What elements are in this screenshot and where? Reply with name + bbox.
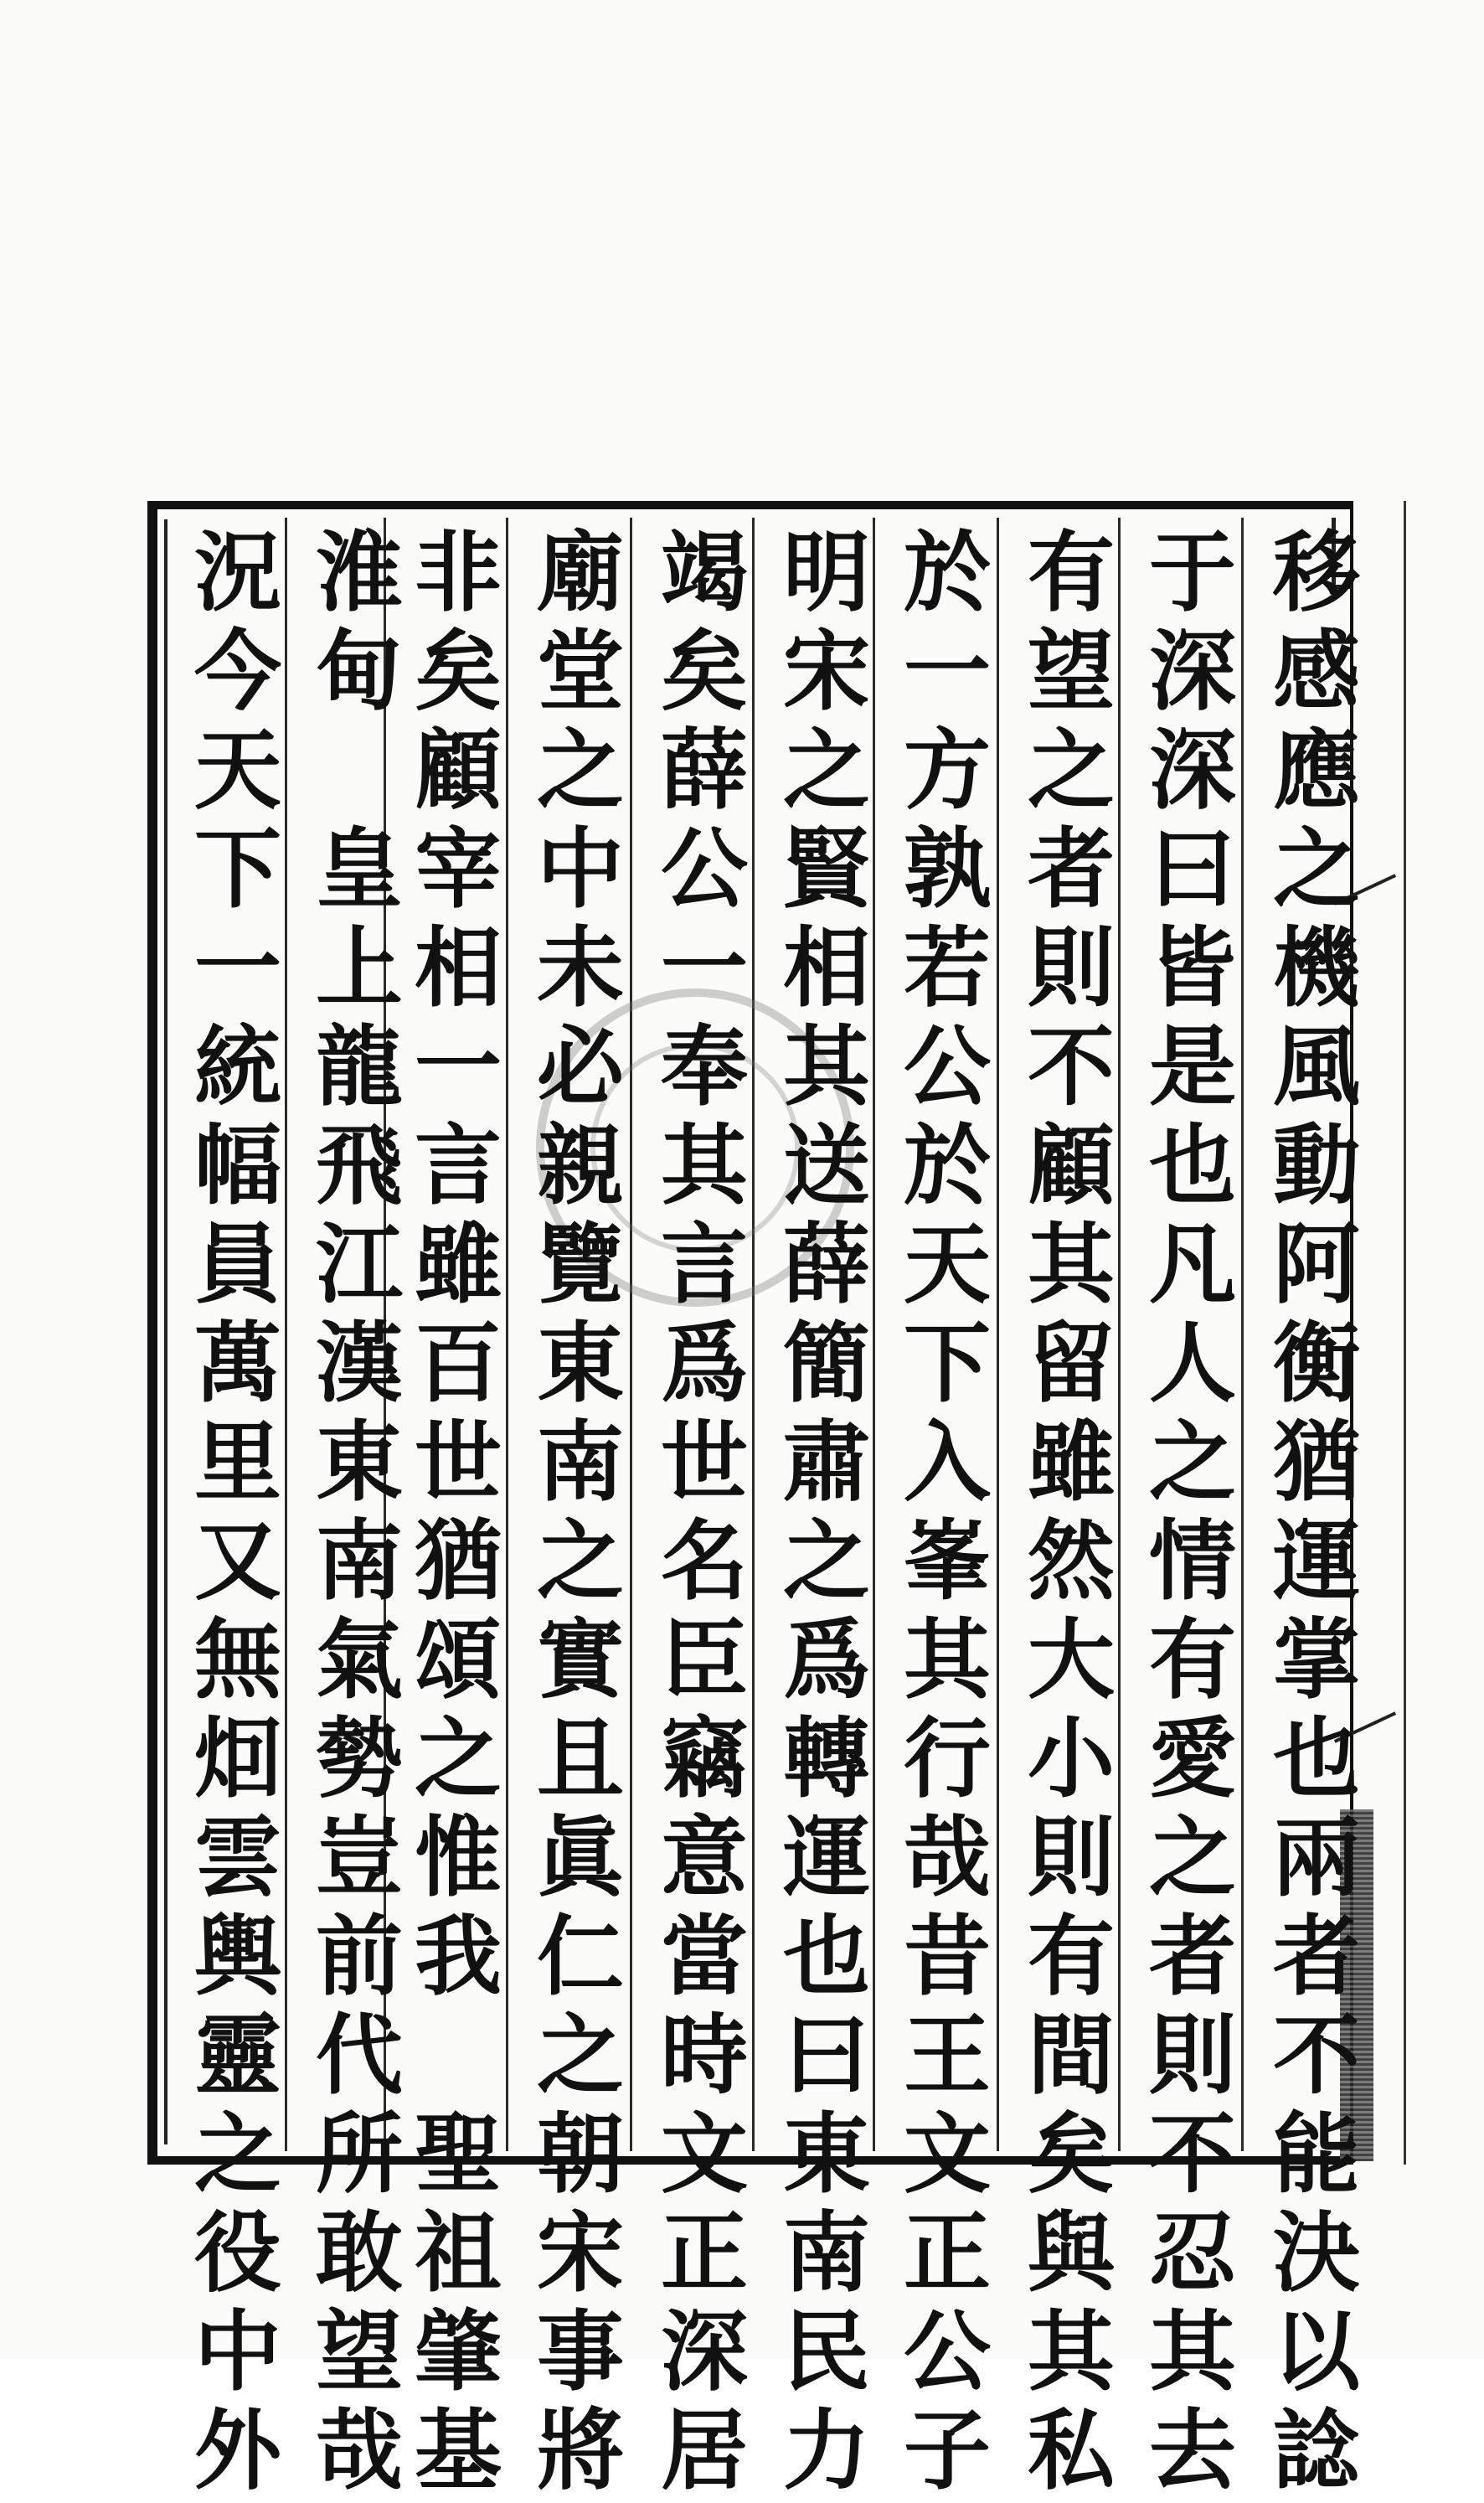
text-column-9: 淮甸 皇上龍飛江漢東南氣勢豈前代所敢望哉 — [301, 526, 404, 2503]
text-column-4: 於一方孰若公於天下入峯其行哉昔王文正公子 — [889, 526, 992, 2503]
text-column-5: 明宋之賢相其送薛簡肅之爲轉運也曰東南民力 — [768, 526, 871, 2503]
text-column-6: 竭矣薛公一奉其言爲世名臣竊意當時文正深居 — [646, 526, 749, 2503]
text-column-1: 移感應之機風動阿衡猶運掌也兩者不能決以諗 — [1258, 526, 1361, 2503]
text-column-2: 于深深曰皆是也凡人之情有愛之者則不忍其去 — [1134, 526, 1237, 2503]
text-column-8: 非矣顧宰相一言雖百世猶頌之惟我 聖祖肇基 — [399, 526, 502, 2503]
text-column-7: 廟堂之中未必親覽東南之實且眞仁之朝宋事將 — [522, 526, 625, 2503]
text-column-10: 況今天下一統幅員萬里又無𤇆雲輿靈之役中外 — [179, 526, 282, 2503]
text-column-3: 有望之者則不顧其留雖然大小則有間矣與其私 — [1013, 526, 1116, 2503]
